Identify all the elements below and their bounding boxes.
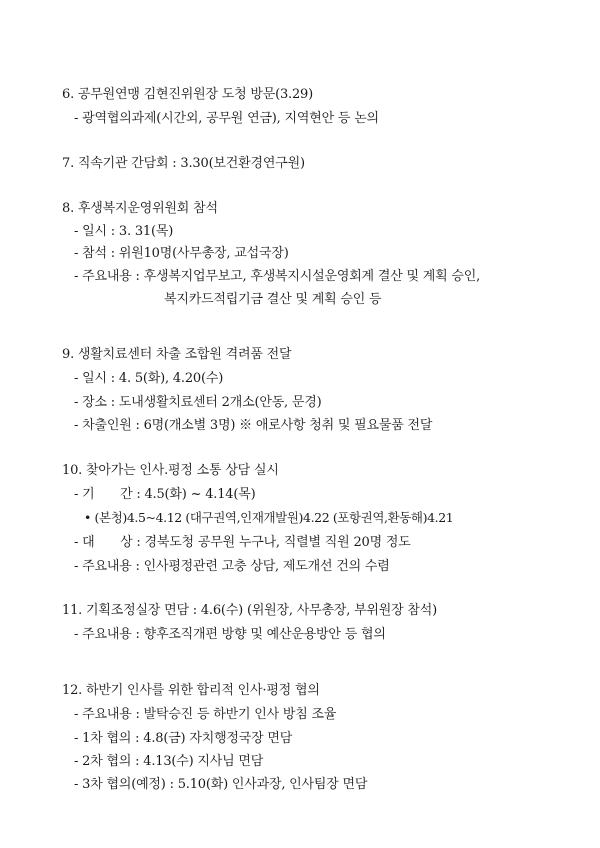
section-10-item-3: - 주요내용 : 인사평정관련 고충 상담, 제도개선 건의 수렴 — [74, 559, 390, 574]
section-12-item-2: - 1차 협의 : 4.8(금) 자치행정국장 면담 — [74, 731, 293, 746]
section-8-heading: 8. 후생복지운영위원회 참석 — [62, 201, 218, 216]
section-7-heading: 7. 직속기관 간담회 : 3.30(보건환경연구원) — [62, 156, 305, 171]
section-8-item-3: - 주요내용 : 후생복지업무보고, 후생복지시설운영회계 결산 및 계획 승인, — [74, 269, 481, 284]
section-9-heading: 9. 생활치료센터 차출 조합원 격려품 전달 — [62, 347, 292, 362]
section-9-item-1: - 일시 : 4. 5(화), 4.20(수) — [74, 371, 224, 386]
section-9-item-2: - 장소 : 도내생활치료센터 2개소(안동, 문경) — [74, 395, 322, 410]
section-10-item-1: - 기 간 : 4.5(화) ~ 4.14(목) — [74, 487, 256, 502]
section-6-heading: 6. 공무원연맹 김현진위원장 도청 방문(3.29) — [62, 87, 313, 102]
section-12-item-1: - 주요내용 : 발탁승진 등 하반기 인사 방침 조율 — [74, 707, 337, 722]
section-8-item-2: - 참석 : 위원10명(사무총장, 교섭국장) — [74, 246, 289, 261]
section-10-item-2: - 대 상 : 경북도청 공무원 누구나, 직렬별 직원 20명 정도 — [74, 535, 411, 550]
section-8-item-3-continuation: 복지카드적립기금 결산 및 계획 승인 등 — [164, 292, 382, 307]
section-12-item-3: - 2차 협의 : 4.13(수) 지사님 면담 — [74, 754, 264, 769]
section-10-heading: 10. 찾아가는 인사.평정 소통 상담 실시 — [62, 463, 279, 478]
section-8-item-1: - 일시 : 3. 31(목) — [74, 224, 174, 239]
section-12-item-4: - 3차 협의(예정) : 5.10(화) 인사과장, 인사팀장 면담 — [74, 777, 368, 792]
section-11-item-1: - 주요내용 : 향후조직개편 방향 및 예산운용방안 등 협의 — [74, 627, 386, 642]
section-9-item-3: - 차출인원 : 6명(개소별 3명) ※ 애로사항 청취 및 필요물품 전달 — [74, 418, 433, 433]
section-10-bullet: • (본청)4.5~4.12 (대구권역,인재개발원)4.22 (포항권역,환동해)4.21 — [84, 510, 454, 525]
section-6-item-1: - 광역협의과제(시간외, 공무원 연금), 지역현안 등 논의 — [74, 111, 379, 126]
section-11-heading: 11. 기획조정실장 면담 : 4.6(수) (위원장, 사무총장, 부위원장 참석) — [62, 603, 438, 618]
section-12-heading: 12. 하반기 인사를 위한 합리적 인사·평정 협의 — [62, 683, 320, 698]
